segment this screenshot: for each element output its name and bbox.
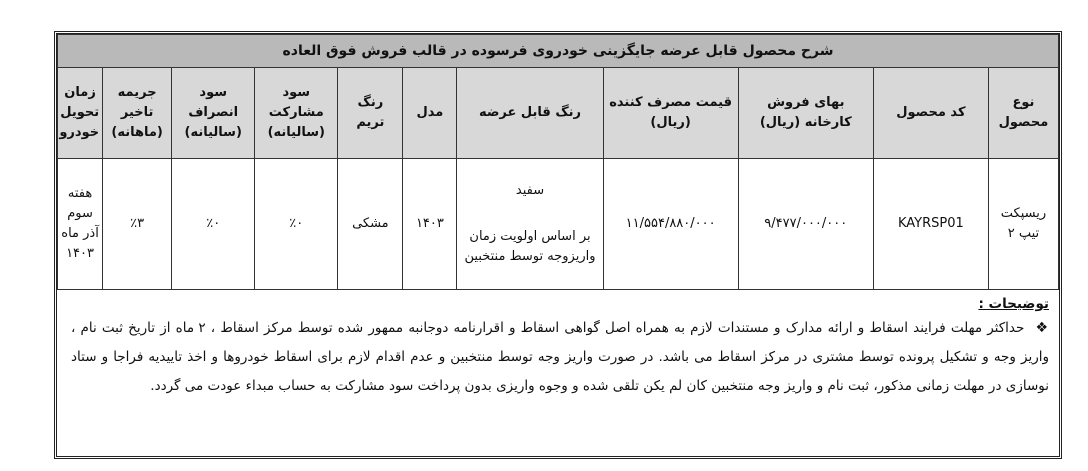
header-factory-price: بهای فروش کارخانه (ریال) <box>738 68 873 159</box>
color-primary: سفید <box>515 183 545 198</box>
cell-trim-color: مشکی <box>338 159 403 290</box>
header-product-type: نوع محصول <box>988 68 1058 159</box>
header-trim-color: رنگ تریم <box>338 68 403 159</box>
product-spec-table <box>57 34 1059 290</box>
notes-text: حداکثر مهلت فرایند اسقاط و ارائه مدارک و مستندات لازم به همراه اصل گواهی اسقاط و اقرارنامه دوجانبه ممهور شده توسط مرکز اسقاط ، ۲ ماه از تاریخ ثبت نام ، واریز وجه و تشکیل پرونده توسط مشتری در مرکز اسقاط می باشد. در صورت واریز وجه توسط منتخبین و عدم اقدام لازم برای اسقاط خودروها و اخذ تاییدیه فراجا و ستاد نوسازی در مهلت زمانی مذکور، ثبت نام و واریز وجه منتخبین کان لم یکن تلقی شده و وجوه واریزی بدون پرداخت سود مشارکت به حساب مبداء عودت می گردد. <box>71 320 1049 394</box>
cell-product-type: ریسپکت تیپ ۲ <box>988 159 1058 290</box>
table-row <box>58 159 1059 290</box>
header-row <box>58 68 1059 159</box>
notes-section <box>57 290 1059 405</box>
cell-available-color <box>457 159 603 290</box>
header-consumer-price: قیمت مصرف کننده (ریال) <box>603 68 738 159</box>
header-available-color: رنگ قابل عرضه <box>457 68 603 159</box>
cell-factory-price: ۹/۴۷۷/۰۰۰/۰۰۰ <box>738 159 873 290</box>
header-participation-profit: سود مشارکت (سالیانه) <box>255 68 338 159</box>
cell-participation-profit: ٪۰ <box>255 159 338 290</box>
cell-product-code: KAYRSP01 <box>873 159 988 290</box>
notes-title: توضیحات : <box>978 296 1049 312</box>
document-frame <box>54 31 1062 459</box>
cell-delivery-time: هفته سوم آذر ماه ۱۴۰۳ <box>58 159 103 290</box>
diamond-bullet-icon: ❖ <box>1035 320 1049 336</box>
header-delivery-time: زمان تحویل خودرو <box>58 68 103 159</box>
cell-consumer-price: ۱۱/۵۵۴/۸۸۰/۰۰۰ <box>603 159 738 290</box>
cell-delay-penalty: ٪۳ <box>103 159 172 290</box>
cell-cancellation-profit: ٪۰ <box>172 159 255 290</box>
header-product-code: کد محصول <box>873 68 988 159</box>
notes-body <box>71 314 1049 401</box>
header-model: مدل <box>403 68 457 159</box>
cell-model: ۱۴۰۳ <box>403 159 457 290</box>
table-title: شرح محصول قابل عرضه جایگزینی خودروی فرسوده در قالب فروش فوق العاده <box>58 35 1059 68</box>
color-priority-note: بر اساس اولویت زمان واریزوجه توسط منتخبین <box>464 229 596 264</box>
header-cancellation-profit: سود انصراف (سالیانه) <box>172 68 255 159</box>
header-delay-penalty: جریمه تاخیر (ماهانه) <box>103 68 172 159</box>
